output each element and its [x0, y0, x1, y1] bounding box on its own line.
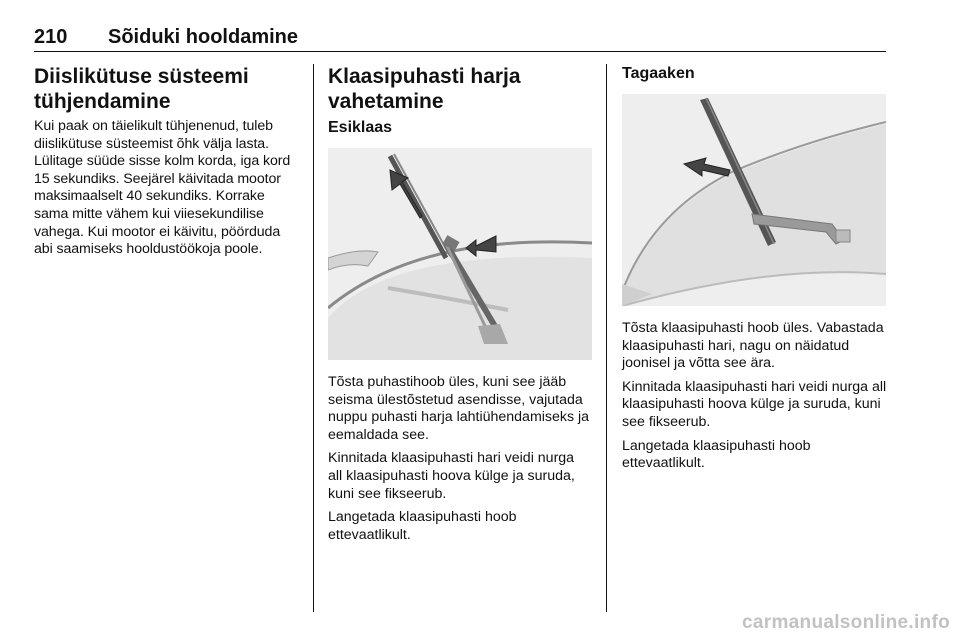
rear-step-2: Kinnitada klaasipuhasti hari veidi nurga all klaasipuhasti hoova külge ja suruda, kuni see fikseerub. [622, 378, 887, 430]
section-title-diesel: Diislikütuse süsteemi tühjendamine [34, 65, 249, 113]
column-divider [313, 64, 314, 612]
subtitle-rear-window: Tagaaken [622, 65, 695, 82]
chapter-title: Sõiduki hooldamine [108, 26, 299, 48]
rear-step-1: Tõsta klaasipuhasti hoob üles. Vabastada klaasipuhasti hari, nagu on näidatud joonisel ja võtta see ära. [622, 320, 884, 372]
windscreen-wiper-illustration [328, 148, 592, 360]
subtitle-windscreen: Esiklaas [328, 119, 393, 136]
column-divider [606, 64, 607, 612]
section-title-wiper: Klaasipuhasti harja vahetamine [328, 65, 521, 113]
rear-step-3: Langetada klaasipuhasti hoob ettevaatlikult. [622, 437, 811, 472]
watermark: carmanualsonline.info [742, 612, 950, 633]
page-header [34, 26, 886, 52]
windscreen-step-2: Kinnitada klaasipuhasti hari veidi nurga all klaasipuhasti hoova külge ja suruda, kuni see fikseerub. [328, 450, 575, 502]
page-number: 210 [34, 26, 68, 48]
windscreen-step-1: Tõsta puhastihoob üles, kuni see jääb seisma ülestõstetud asendisse, vajutada nuppu puhasti harja lahtiühendamiseks ja eemaldada see. [328, 374, 590, 443]
column-diesel [34, 64, 302, 265]
windscreen-step-3: Langetada klaasipuhasti hoob ettevaatlikult. [328, 509, 517, 543]
column-rear [622, 64, 888, 479]
rear-wiper-illustration [622, 94, 886, 306]
diesel-paragraph: Kui paak on täielikult tühjenenud, tuleb diislikütuse süsteemist õhk välja lasta. Lülitage süüde sisse kolm korda, iga kord 15 sekundiks. Seejärel käivitada mootor maksimaalselt 40 sekundiks. Korrake sama mitte vähem kui viiesekundilise vahega. Kui mootor ei käivitu, pöörduda abi saamiseks hooldustöökoja poole. [34, 118, 291, 258]
column-wiper [328, 64, 592, 550]
